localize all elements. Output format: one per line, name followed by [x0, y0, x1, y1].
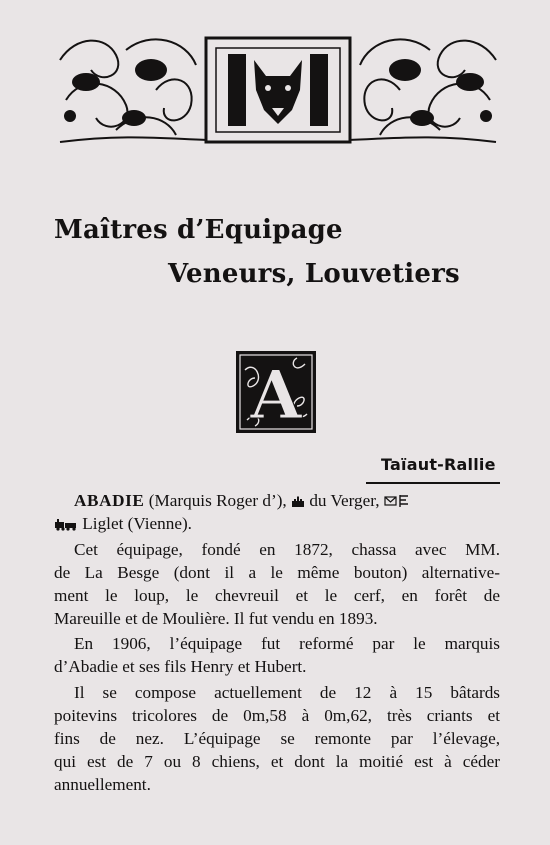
dropcap-ornament — [235, 350, 317, 434]
body-line: fins de nez. L’équipage se remonte par l’élevage, — [54, 729, 500, 748]
entry-line-2 — [54, 513, 500, 535]
body-line: Cet équipage, fondé en 1872, chassa avec MM. — [74, 540, 500, 559]
section-label: Taïaut-Rallie — [381, 455, 496, 474]
ornament-band — [56, 30, 500, 148]
page-title-line-1: Maîtres d’Equipage — [54, 215, 343, 245]
entry-name: ABADIE — [74, 491, 145, 510]
postal-icon — [384, 494, 410, 508]
body-line: qui est de 7 ou 8 chiens, et dont la moitié est à céder — [54, 752, 500, 771]
railway-icon — [54, 519, 78, 531]
body-line: poitevins tricolores de 0m,58 à 0m,62, très criants et — [54, 706, 500, 725]
body-line: Mareuille et de Moulière. Il fut vendu en 1893. — [54, 609, 378, 628]
entry-estate: du Verger, — [305, 491, 384, 510]
entry-line-1 — [54, 490, 500, 512]
body-line: Il se compose actuellement de 12 à 15 bâtards — [74, 683, 500, 702]
body-line: ment le loup, le chevreuil et le cerf, en forêt de — [54, 586, 500, 605]
body-line: En 1906, l’équipage fut reformé par le marquis — [74, 634, 500, 653]
entry-title: (Marquis Roger d’), — [144, 491, 292, 510]
body-line: de La Besge (dont il a le même bouton) alternative- — [54, 563, 500, 582]
chateau-icon — [291, 496, 305, 508]
entry-location: Liglet (Vienne). — [78, 514, 192, 533]
page-title-line-2: Veneurs, Louvetiers — [168, 259, 460, 289]
section-rule — [366, 482, 500, 484]
dropcap-letter: A — [250, 356, 302, 434]
body-line: annuellement. — [54, 775, 151, 794]
body-line: d’Abadie et ses fils Henry et Hubert. — [54, 657, 307, 676]
